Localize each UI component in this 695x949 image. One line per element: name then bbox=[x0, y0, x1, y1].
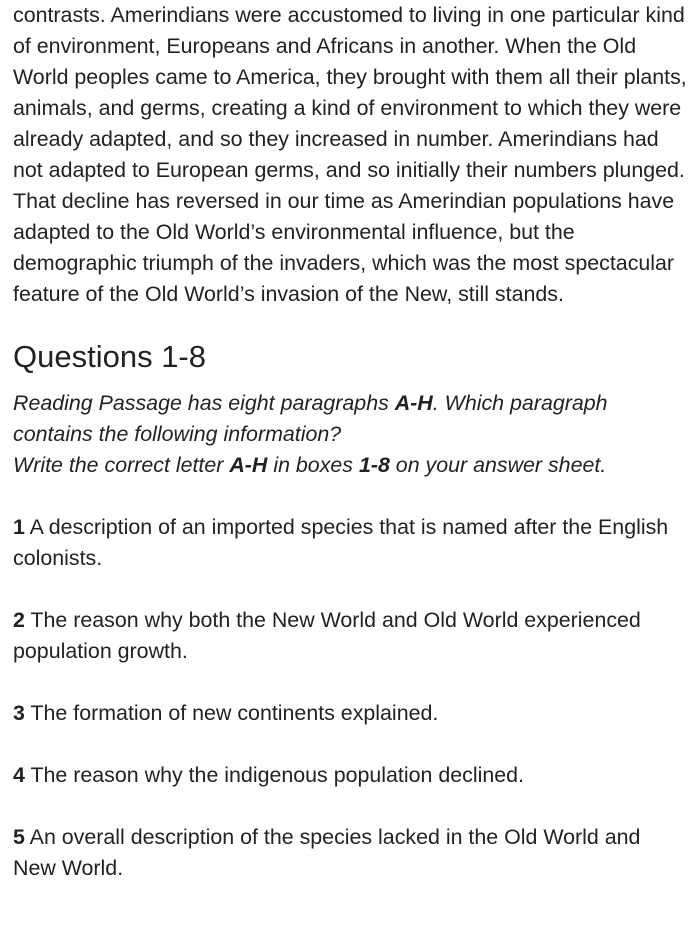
instructions-text-1: Reading Passage has eight paragraphs bbox=[13, 391, 395, 415]
question-item bbox=[13, 512, 689, 574]
passage-paragraph: contrasts. Amerindians were accustomed to living in one particular kind of environment, Europeans and Africans in another. When the Old World peoples came to America, they brought with them all their plants, animals, and germs, creating a kind of environment to which they were already adapted, and so they increased in number. Amerindians had not adapted to European germs, and so initially their numbers plunged. That decline has reversed in our time as Amerindian populations have adapted to the Old World’s environmental influence, but the demographic triumph of the invaders, which was the most spectacular feature of the Old World’s invasion of the New, still stands. bbox=[13, 3, 687, 306]
question-item bbox=[13, 605, 689, 667]
question-text: A description of an imported species that is named after the English colonists. bbox=[13, 515, 669, 570]
question-number: 4 bbox=[13, 763, 25, 787]
instructions-text-3: Write the correct letter bbox=[13, 453, 230, 477]
instructions-text-4: in boxes bbox=[267, 453, 359, 477]
instructions-text-5: on your answer sheet. bbox=[389, 453, 607, 477]
question-item bbox=[13, 698, 689, 729]
question-item bbox=[13, 760, 689, 791]
instructions bbox=[13, 388, 689, 481]
instructions-boxes: 1-8 bbox=[358, 453, 390, 477]
section-heading: Questions 1-8 bbox=[13, 339, 206, 374]
instructions-range-1: A-H bbox=[394, 391, 433, 415]
question-text: The reason why the indigenous population declined. bbox=[30, 763, 524, 787]
question-number: 3 bbox=[13, 701, 25, 725]
question-text: The formation of new continents explained. bbox=[30, 701, 439, 725]
question-text: The reason why both the New World and Old World experienced population growth. bbox=[13, 608, 641, 663]
question-number: 5 bbox=[13, 825, 25, 849]
question-number: 1 bbox=[13, 515, 25, 539]
question-number: 2 bbox=[13, 608, 25, 632]
instructions-range-2: A-H bbox=[229, 453, 268, 477]
document-page bbox=[13, 0, 689, 884]
instructions-text-2: . Which paragraph contains the following information? bbox=[13, 391, 608, 446]
question-item bbox=[13, 822, 689, 884]
question-text: An overall description of the species lacked in the Old World and New World. bbox=[13, 825, 641, 880]
